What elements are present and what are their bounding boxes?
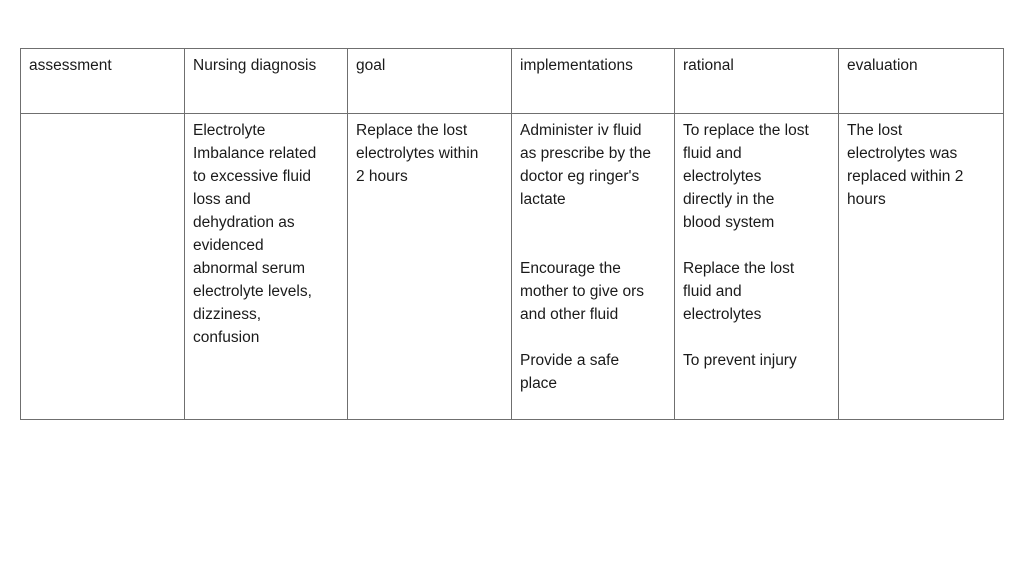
cell-text-line: To replace the lost: [683, 122, 809, 139]
cell-text-line: fluid and: [683, 283, 742, 300]
cell-text-line: [683, 234, 830, 257]
header-nursing-diagnosis: Nursing diagnosis: [185, 49, 348, 114]
cell-text-line: place: [520, 375, 558, 392]
cell-text-line: Electrolyte: [193, 122, 266, 139]
cell-text-line: to excessive fluid: [193, 168, 312, 185]
cell-text-line: abnormal serum: [193, 260, 305, 277]
cell-text-line: blood system: [683, 214, 775, 231]
header-implementations: implementations: [512, 49, 675, 114]
cell-text-line: mother to give ors: [520, 283, 645, 300]
cell-evaluation: [839, 114, 1004, 420]
cell-text-line: as prescribe by the: [520, 145, 651, 162]
cell-text-line: loss and: [193, 191, 251, 208]
cell-text-line: electrolytes was: [847, 145, 958, 162]
cell-text-line: Provide a safe: [520, 352, 620, 369]
cell-text-line: electrolyte levels,: [193, 283, 312, 300]
cell-text-line: confusion: [193, 329, 260, 346]
cell-nursing-diagnosis: [185, 114, 348, 420]
table-row: [21, 114, 1004, 420]
cell-text-line: [520, 326, 666, 349]
cell-assessment: [21, 114, 185, 420]
cell-text-line: electrolytes: [683, 306, 762, 323]
nursing-care-plan-table: [20, 48, 1004, 420]
cell-text-line: Administer iv fluid: [520, 122, 642, 139]
header-assessment: assessment: [21, 49, 185, 114]
cell-text-line: hours: [847, 191, 886, 208]
cell-text-line: evidenced: [193, 237, 264, 254]
cell-text-line: 2 hours: [356, 168, 408, 185]
cell-text-line: fluid and: [683, 145, 742, 162]
cell-text-line: replaced within 2: [847, 168, 964, 185]
cell-text-line: Encourage the: [520, 260, 621, 277]
cell-text-line: Replace the lost: [356, 122, 468, 139]
header-rational: rational: [675, 49, 839, 114]
cell-text-line: The lost: [847, 122, 903, 139]
cell-text-line: Replace the lost: [683, 260, 795, 277]
cell-text-line: [520, 234, 666, 257]
cell-text-line: To prevent injury: [683, 352, 797, 369]
cell-text-line: lactate: [520, 191, 566, 208]
cell-text-line: [520, 211, 666, 234]
cell-text-line: electrolytes within: [356, 145, 479, 162]
cell-implementations: [512, 114, 675, 420]
table-header-row: [21, 49, 1004, 114]
cell-text-line: Imbalance related: [193, 145, 317, 162]
cell-text-line: and other fluid: [520, 306, 619, 323]
header-goal: goal: [348, 49, 512, 114]
cell-text-line: [683, 326, 830, 349]
cell-text-line: dehydration as: [193, 214, 295, 231]
cell-text-line: electrolytes: [683, 168, 762, 185]
cell-rational: [675, 114, 839, 420]
cell-goal: [348, 114, 512, 420]
cell-text-line: directly in the: [683, 191, 775, 208]
cell-text-line: dizziness,: [193, 306, 262, 323]
header-evaluation: evaluation: [839, 49, 1004, 114]
cell-text-line: doctor eg ringer's: [520, 168, 640, 185]
